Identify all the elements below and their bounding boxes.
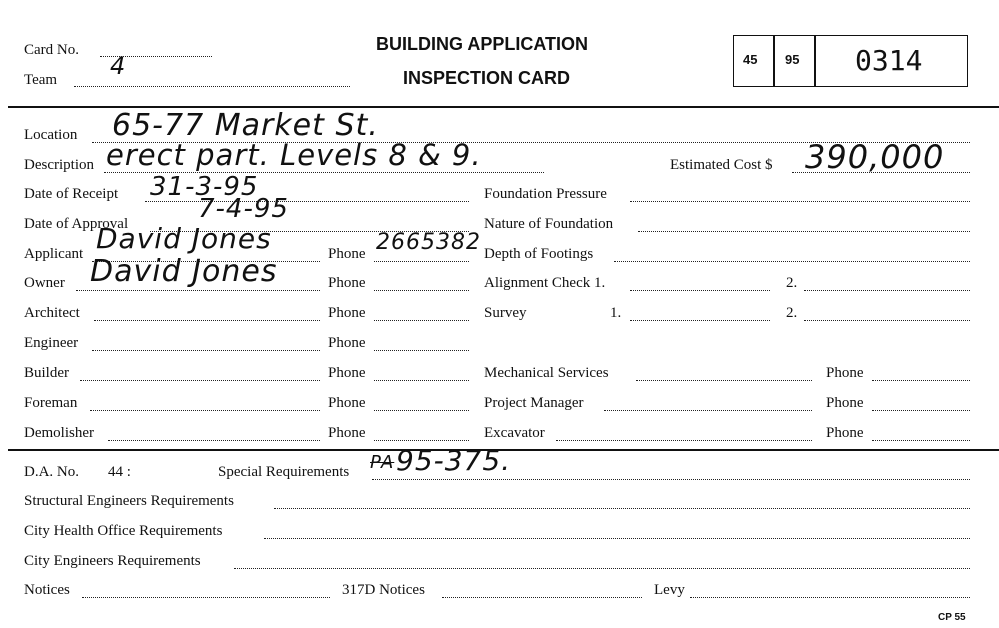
survey-1-label: 1. bbox=[610, 305, 622, 321]
date-approval-label: Date of Approval bbox=[24, 216, 129, 232]
mechanical-phone-label: Phone bbox=[826, 365, 864, 381]
description-value: erect part. Levels 8 & 9. bbox=[106, 138, 482, 172]
applicant-label: Applicant bbox=[24, 246, 84, 262]
da-no-value: 44 : bbox=[108, 464, 131, 480]
nature-foundation-label: Nature of Foundation bbox=[484, 216, 614, 232]
box-num-2: 95 bbox=[785, 52, 800, 67]
applicant-phone-label: Phone bbox=[328, 246, 366, 262]
excavator-label: Excavator bbox=[484, 425, 545, 441]
foreman-field bbox=[90, 410, 320, 411]
alignment-check-2-label: 2. bbox=[786, 275, 798, 291]
builder-phone-field bbox=[374, 380, 469, 381]
project-manager-phone-label: Phone bbox=[826, 395, 864, 411]
levy-label: Levy bbox=[654, 582, 685, 598]
date-approval-value: 7-4-95 bbox=[198, 194, 289, 224]
estimated-cost-value: 390,000 bbox=[805, 138, 945, 176]
project-manager-label: Project Manager bbox=[484, 395, 584, 411]
architect-phone-field bbox=[374, 320, 469, 321]
city-health-label: City Health Office Requirements bbox=[24, 523, 223, 539]
depth-footings-field bbox=[614, 261, 970, 262]
estimated-cost-label: Estimated Cost $ bbox=[670, 157, 773, 173]
excavator-phone-label: Phone bbox=[826, 425, 864, 441]
reference-number-box bbox=[733, 35, 968, 87]
project-manager-phone-field bbox=[872, 410, 970, 411]
nature-foundation-field bbox=[638, 231, 970, 232]
box-num-3: 0314 bbox=[855, 44, 923, 77]
mechanical-phone-field bbox=[872, 380, 970, 381]
demolisher-phone-label: Phone bbox=[328, 425, 366, 441]
architect-label: Architect bbox=[24, 305, 80, 321]
engineer-phone-label: Phone bbox=[328, 335, 366, 351]
structural-requirements-label: Structural Engineers Requirements bbox=[24, 493, 234, 509]
survey-2-label: 2. bbox=[786, 305, 798, 321]
engineer-label: Engineer bbox=[24, 335, 79, 351]
box-num-1: 45 bbox=[743, 52, 758, 67]
owner-field bbox=[76, 290, 320, 291]
excavator-phone-field bbox=[872, 440, 970, 441]
owner-label: Owner bbox=[24, 275, 65, 291]
foundation-pressure-label: Foundation Pressure bbox=[484, 186, 607, 202]
architect-phone-label: Phone bbox=[328, 305, 366, 321]
description-label: Description bbox=[24, 157, 94, 173]
alignment-check-label: Alignment Check 1. bbox=[484, 275, 606, 291]
alignment-check-2-field bbox=[804, 290, 970, 291]
card-no-label: Card No. bbox=[24, 42, 79, 58]
engineer-phone-field bbox=[374, 350, 469, 351]
team-field bbox=[74, 86, 350, 87]
notices-label: Notices bbox=[24, 582, 70, 598]
location-label: Location bbox=[24, 127, 78, 143]
builder-field bbox=[80, 380, 320, 381]
survey-2-field bbox=[804, 320, 970, 321]
date-receipt-label: Date of Receipt bbox=[24, 186, 119, 202]
title-line2: INSPECTION CARD bbox=[403, 68, 571, 88]
owner-phone-label: Phone bbox=[328, 275, 366, 291]
team-value: 4 bbox=[110, 52, 127, 80]
builder-label: Builder bbox=[24, 365, 69, 381]
title-line1: BUILDING APPLICATION bbox=[376, 34, 588, 54]
demolisher-phone-field bbox=[374, 440, 469, 441]
form-code: CP 55 bbox=[938, 612, 966, 623]
engineer-field bbox=[92, 350, 320, 351]
levy-field bbox=[690, 597, 970, 598]
structural-requirements-field bbox=[274, 508, 970, 509]
applicant-phone-value: 2665382 bbox=[376, 230, 481, 255]
city-engineers-field bbox=[234, 568, 970, 569]
city-engineers-label: City Engineers Requirements bbox=[24, 553, 201, 569]
excavator-field bbox=[556, 440, 812, 441]
notices-317d-label: 317D Notices bbox=[342, 582, 425, 598]
team-label: Team bbox=[24, 72, 58, 88]
foreman-label: Foreman bbox=[24, 395, 78, 411]
survey-label: Survey bbox=[484, 305, 527, 321]
notices-field bbox=[82, 597, 330, 598]
special-requirements-field bbox=[372, 479, 970, 480]
applicant-phone-field bbox=[374, 261, 469, 262]
applicant-value: David Jones bbox=[96, 222, 272, 255]
foreman-phone-field bbox=[374, 410, 469, 411]
foundation-pressure-field bbox=[630, 201, 970, 202]
project-manager-field bbox=[604, 410, 812, 411]
demolisher-label: Demolisher bbox=[24, 425, 94, 441]
builder-phone-label: Phone bbox=[328, 365, 366, 381]
architect-field bbox=[94, 320, 320, 321]
date-receipt-value: 31-3-95 bbox=[150, 172, 259, 202]
special-requirements-value: 95-375. bbox=[396, 444, 512, 477]
special-requirements-label: Special Requirements bbox=[218, 464, 350, 480]
special-requirements-struck-text: PA bbox=[370, 452, 395, 473]
owner-phone-field bbox=[374, 290, 469, 291]
depth-footings-label: Depth of Footings bbox=[484, 246, 594, 262]
demolisher-field bbox=[108, 440, 320, 441]
location-value: 65-77 Market St. bbox=[112, 108, 379, 143]
mechanical-services-label: Mechanical Services bbox=[484, 365, 609, 381]
owner-value: David Jones bbox=[90, 254, 278, 289]
da-no-label: D.A. No. bbox=[24, 464, 79, 480]
survey-1-field bbox=[630, 320, 770, 321]
alignment-check-1-field bbox=[630, 290, 770, 291]
notices-317d-field bbox=[442, 597, 642, 598]
city-health-field bbox=[264, 538, 970, 539]
foreman-phone-label: Phone bbox=[328, 395, 366, 411]
mechanical-services-field bbox=[636, 380, 812, 381]
